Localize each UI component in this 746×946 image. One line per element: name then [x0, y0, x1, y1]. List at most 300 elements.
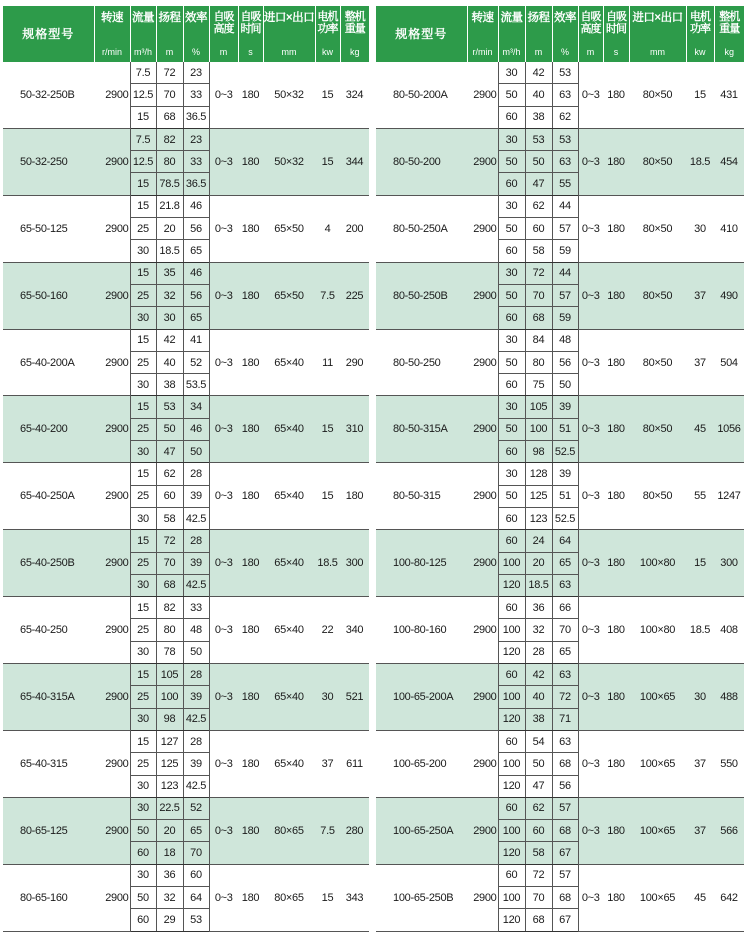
flow-cell: 30 [130, 441, 156, 463]
flow-cell: 30 [498, 329, 525, 351]
ports-cell: 80×65 [263, 797, 315, 864]
ports-cell: 65×40 [263, 664, 315, 731]
header-row [3, 6, 369, 62]
suction-height-cell: 0~3 [578, 797, 603, 864]
model-cell: 65-40-250B [3, 530, 94, 597]
prime-time-cell: 180 [238, 864, 263, 931]
efficiency-cell: 41 [183, 329, 209, 351]
efficiency-cell: 56 [183, 284, 209, 306]
col-speed-header: 转速 r/min [94, 6, 130, 62]
col-weight-header: 整机 重量 kg [340, 6, 369, 62]
table-row [3, 396, 369, 418]
efficiency-cell: 28 [183, 530, 209, 552]
flow-cell: 120 [498, 574, 525, 596]
suction-height-cell: 0~3 [578, 195, 603, 262]
flow-cell: 50 [498, 485, 525, 507]
speed-cell: 2900 [467, 195, 498, 262]
ports-cell: 65×40 [263, 597, 315, 664]
efficiency-cell: 65 [552, 641, 578, 663]
head-cell: 78.5 [156, 173, 183, 195]
flow-cell: 7.5 [130, 62, 156, 84]
ports-cell: 65×40 [263, 730, 315, 797]
efficiency-cell: 23 [183, 62, 209, 84]
efficiency-cell: 63 [552, 574, 578, 596]
weight-cell: 488 [714, 664, 744, 731]
flow-cell: 30 [498, 195, 525, 217]
speed-cell: 2900 [467, 128, 498, 195]
table-row [3, 530, 369, 552]
prime-time-cell: 180 [238, 730, 263, 797]
efficiency-cell: 62 [552, 106, 578, 128]
ports-cell: 80×50 [629, 62, 686, 128]
ports-cell: 65×50 [263, 262, 315, 329]
suction-height-cell: 0~3 [578, 463, 603, 530]
model-cell: 80-50-200A [376, 62, 467, 128]
head-cell: 18.5 [525, 574, 552, 596]
flow-cell: 30 [498, 62, 525, 84]
weight-cell: 324 [340, 62, 369, 128]
flow-cell: 15 [130, 262, 156, 284]
col-head-header: 扬程 m [525, 6, 552, 62]
table-row [3, 262, 369, 284]
right-pump-spec-table [376, 6, 744, 932]
model-cell: 80-50-250 [376, 329, 467, 396]
col-model-header: 规格型号 [3, 6, 94, 62]
efficiency-cell: 39 [552, 396, 578, 418]
table-row [376, 530, 744, 552]
model-cell: 100-65-250A [376, 797, 467, 864]
head-cell: 80 [156, 151, 183, 173]
weight-cell: 1247 [714, 463, 744, 530]
head-cell: 127 [156, 730, 183, 752]
efficiency-cell: 56 [552, 775, 578, 797]
efficiency-cell: 33 [183, 84, 209, 106]
head-cell: 40 [525, 686, 552, 708]
model-cell: 65-50-125 [3, 195, 94, 262]
head-cell: 54 [525, 730, 552, 752]
head-cell: 70 [156, 84, 183, 106]
efficiency-cell: 64 [552, 530, 578, 552]
power-cell: 37 [686, 797, 714, 864]
ports-cell: 65×40 [263, 463, 315, 530]
efficiency-cell: 63 [552, 664, 578, 686]
prime-time-cell: 180 [238, 530, 263, 597]
head-cell: 105 [525, 396, 552, 418]
head-cell: 80 [156, 619, 183, 641]
flow-cell: 25 [130, 485, 156, 507]
table-row [3, 62, 369, 84]
head-cell: 42 [525, 664, 552, 686]
power-cell: 37 [686, 329, 714, 396]
head-cell: 100 [525, 418, 552, 440]
head-cell: 125 [156, 753, 183, 775]
head-cell: 58 [156, 507, 183, 529]
efficiency-cell: 42.5 [183, 708, 209, 730]
suction-height-cell: 0~3 [578, 864, 603, 931]
head-cell: 47 [525, 775, 552, 797]
col-flow-header: 流量 m³/h [498, 6, 525, 62]
efficiency-cell: 46 [183, 262, 209, 284]
head-cell: 78 [156, 641, 183, 663]
efficiency-cell: 71 [552, 708, 578, 730]
power-cell: 30 [686, 664, 714, 731]
efficiency-cell: 48 [183, 619, 209, 641]
head-cell: 105 [156, 664, 183, 686]
flow-cell: 100 [498, 886, 525, 908]
power-cell: 45 [686, 396, 714, 463]
head-cell: 68 [156, 574, 183, 596]
model-cell: 65-40-250A [3, 463, 94, 530]
efficiency-cell: 56 [183, 218, 209, 240]
head-cell: 32 [156, 886, 183, 908]
efficiency-cell: 46 [183, 195, 209, 217]
flow-cell: 120 [498, 708, 525, 730]
suction-height-cell: 0~3 [578, 530, 603, 597]
head-cell: 62 [156, 463, 183, 485]
prime-time-cell: 180 [238, 396, 263, 463]
flow-cell: 50 [130, 886, 156, 908]
efficiency-cell: 63 [552, 151, 578, 173]
left-spec-panel [3, 6, 369, 932]
table-row [376, 396, 744, 418]
efficiency-cell: 59 [552, 307, 578, 329]
power-cell: 7.5 [315, 262, 340, 329]
ports-cell: 80×50 [629, 195, 686, 262]
efficiency-cell: 66 [552, 597, 578, 619]
left-pump-spec-table [3, 6, 369, 932]
head-cell: 72 [156, 530, 183, 552]
weight-cell: 340 [340, 597, 369, 664]
model-cell: 100-80-160 [376, 597, 467, 664]
table-row [3, 195, 369, 217]
power-cell: 18.5 [686, 128, 714, 195]
table-row [376, 797, 744, 819]
flow-cell: 60 [130, 842, 156, 864]
head-cell: 128 [525, 463, 552, 485]
power-cell: 4 [315, 195, 340, 262]
flow-cell: 15 [130, 106, 156, 128]
head-cell: 20 [525, 552, 552, 574]
power-cell: 18.5 [315, 530, 340, 597]
flow-cell: 60 [130, 909, 156, 931]
table-row [3, 128, 369, 150]
flow-cell: 60 [498, 441, 525, 463]
flow-cell: 30 [498, 463, 525, 485]
efficiency-cell: 50 [183, 641, 209, 663]
efficiency-cell: 23 [183, 128, 209, 150]
flow-cell: 60 [498, 507, 525, 529]
power-cell: 22 [315, 597, 340, 664]
head-cell: 62 [525, 797, 552, 819]
model-cell: 80-50-315A [376, 396, 467, 463]
speed-cell: 2900 [467, 62, 498, 128]
head-cell: 32 [525, 619, 552, 641]
efficiency-cell: 52.5 [552, 507, 578, 529]
speed-cell: 2900 [467, 463, 498, 530]
efficiency-cell: 63 [552, 730, 578, 752]
head-cell: 38 [156, 374, 183, 396]
efficiency-cell: 65 [552, 552, 578, 574]
prime-time-cell: 180 [603, 262, 629, 329]
head-cell: 35 [156, 262, 183, 284]
flow-cell: 60 [498, 864, 525, 886]
table-row [3, 329, 369, 351]
model-cell: 80-50-250B [376, 262, 467, 329]
efficiency-cell: 51 [552, 418, 578, 440]
table-row [3, 797, 369, 819]
flow-cell: 30 [130, 374, 156, 396]
prime-time-cell: 180 [603, 128, 629, 195]
ports-cell: 65×40 [263, 530, 315, 597]
power-cell: 37 [686, 262, 714, 329]
weight-cell: 225 [340, 262, 369, 329]
col-flow-header: 流量 m³/h [130, 6, 156, 62]
efficiency-cell: 55 [552, 173, 578, 195]
head-cell: 38 [525, 106, 552, 128]
prime-time-cell: 180 [238, 128, 263, 195]
weight-cell: 410 [714, 195, 744, 262]
head-cell: 70 [525, 284, 552, 306]
table-row [376, 664, 744, 686]
table-row [376, 62, 744, 84]
efficiency-cell: 36.5 [183, 173, 209, 195]
speed-cell: 2900 [94, 664, 130, 731]
table-row [376, 329, 744, 351]
efficiency-cell: 42.5 [183, 507, 209, 529]
col-power-header: 电机 功率 kw [315, 6, 340, 62]
suction-height-cell: 0~3 [209, 262, 238, 329]
col-prime-header: 自吸 时间 s [603, 6, 629, 62]
flow-cell: 120 [498, 641, 525, 663]
ports-cell: 80×50 [629, 396, 686, 463]
power-cell: 15 [315, 463, 340, 530]
speed-cell: 2900 [94, 730, 130, 797]
suction-height-cell: 0~3 [578, 62, 603, 128]
ports-cell: 100×65 [629, 797, 686, 864]
efficiency-cell: 50 [552, 374, 578, 396]
col-efficiency-header: 效率 % [183, 6, 209, 62]
head-cell: 47 [525, 173, 552, 195]
efficiency-cell: 65 [183, 307, 209, 329]
efficiency-cell: 67 [552, 842, 578, 864]
efficiency-cell: 57 [552, 797, 578, 819]
head-cell: 40 [156, 351, 183, 373]
suction-height-cell: 0~3 [209, 329, 238, 396]
col-power-header: 电机 功率 kw [686, 6, 714, 62]
header-row [376, 6, 744, 62]
efficiency-cell: 67 [552, 909, 578, 931]
col-prime-header: 自吸 时间 s [238, 6, 263, 62]
prime-time-cell: 180 [603, 195, 629, 262]
flow-cell: 15 [130, 597, 156, 619]
flow-cell: 30 [498, 396, 525, 418]
suction-height-cell: 0~3 [209, 128, 238, 195]
flow-cell: 12.5 [130, 84, 156, 106]
speed-cell: 2900 [467, 864, 498, 931]
efficiency-cell: 63 [552, 84, 578, 106]
head-cell: 98 [156, 708, 183, 730]
efficiency-cell: 57 [552, 284, 578, 306]
table-row [376, 262, 744, 284]
power-cell: 55 [686, 463, 714, 530]
model-cell: 65-40-200 [3, 396, 94, 463]
weight-cell: 550 [714, 730, 744, 797]
efficiency-cell: 39 [552, 463, 578, 485]
suction-height-cell: 0~3 [578, 262, 603, 329]
speed-cell: 2900 [94, 797, 130, 864]
model-cell: 80-50-250A [376, 195, 467, 262]
efficiency-cell: 28 [183, 664, 209, 686]
flow-cell: 60 [498, 106, 525, 128]
efficiency-cell: 72 [552, 686, 578, 708]
efficiency-cell: 42.5 [183, 775, 209, 797]
efficiency-cell: 33 [183, 151, 209, 173]
efficiency-cell: 39 [183, 753, 209, 775]
flow-cell: 7.5 [130, 128, 156, 150]
speed-cell: 2900 [467, 530, 498, 597]
head-cell: 50 [525, 151, 552, 173]
weight-cell: 200 [340, 195, 369, 262]
efficiency-cell: 44 [552, 195, 578, 217]
model-cell: 80-65-125 [3, 797, 94, 864]
flow-cell: 30 [130, 507, 156, 529]
flow-cell: 30 [498, 128, 525, 150]
table-row [3, 730, 369, 752]
head-cell: 24 [525, 530, 552, 552]
speed-cell: 2900 [94, 463, 130, 530]
suction-height-cell: 0~3 [578, 128, 603, 195]
prime-time-cell: 180 [238, 62, 263, 128]
power-cell: 7.5 [315, 797, 340, 864]
suction-height-cell: 0~3 [578, 664, 603, 731]
flow-cell: 100 [498, 686, 525, 708]
left-table-body [3, 62, 369, 931]
flow-cell: 60 [498, 797, 525, 819]
efficiency-cell: 68 [552, 820, 578, 842]
flow-cell: 60 [498, 597, 525, 619]
efficiency-cell: 68 [552, 886, 578, 908]
head-cell: 100 [156, 686, 183, 708]
flow-cell: 30 [130, 240, 156, 262]
flow-cell: 50 [498, 151, 525, 173]
model-cell: 65-40-315 [3, 730, 94, 797]
weight-cell: 1056 [714, 396, 744, 463]
model-cell: 65-50-160 [3, 262, 94, 329]
flow-cell: 50 [498, 351, 525, 373]
speed-cell: 2900 [94, 195, 130, 262]
head-cell: 40 [525, 84, 552, 106]
table-row [376, 195, 744, 217]
efficiency-cell: 57 [552, 218, 578, 240]
flow-cell: 25 [130, 418, 156, 440]
ports-cell: 65×40 [263, 329, 315, 396]
flow-cell: 120 [498, 842, 525, 864]
efficiency-cell: 56 [552, 351, 578, 373]
power-cell: 15 [686, 530, 714, 597]
head-cell: 47 [156, 441, 183, 463]
efficiency-cell: 57 [552, 864, 578, 886]
model-cell: 100-80-125 [376, 530, 467, 597]
model-cell: 80-50-315 [376, 463, 467, 530]
power-cell: 15 [315, 128, 340, 195]
suction-height-cell: 0~3 [209, 396, 238, 463]
efficiency-cell: 39 [183, 485, 209, 507]
efficiency-cell: 39 [183, 552, 209, 574]
efficiency-cell: 70 [183, 842, 209, 864]
flow-cell: 25 [130, 619, 156, 641]
flow-cell: 60 [498, 664, 525, 686]
suction-height-cell: 0~3 [209, 797, 238, 864]
flow-cell: 15 [130, 463, 156, 485]
efficiency-cell: 52 [183, 797, 209, 819]
suction-height-cell: 0~3 [578, 597, 603, 664]
efficiency-cell: 39 [183, 686, 209, 708]
flow-cell: 15 [130, 730, 156, 752]
model-cell: 50-32-250B [3, 62, 94, 128]
efficiency-cell: 65 [183, 240, 209, 262]
model-cell: 65-40-200A [3, 329, 94, 396]
model-cell: 100-65-200 [376, 730, 467, 797]
efficiency-cell: 50 [183, 441, 209, 463]
ports-cell: 50×32 [263, 128, 315, 195]
head-cell: 68 [156, 106, 183, 128]
head-cell: 58 [525, 842, 552, 864]
head-cell: 72 [525, 262, 552, 284]
prime-time-cell: 180 [238, 329, 263, 396]
power-cell: 37 [686, 730, 714, 797]
model-cell: 50-32-250 [3, 128, 94, 195]
head-cell: 53 [156, 396, 183, 418]
prime-time-cell: 180 [603, 396, 629, 463]
weight-cell: 504 [714, 329, 744, 396]
flow-cell: 15 [130, 530, 156, 552]
head-cell: 36 [525, 597, 552, 619]
weight-cell: 290 [340, 329, 369, 396]
flow-cell: 60 [498, 730, 525, 752]
suction-height-cell: 0~3 [209, 730, 238, 797]
head-cell: 28 [525, 641, 552, 663]
efficiency-cell: 51 [552, 485, 578, 507]
suction-height-cell: 0~3 [578, 329, 603, 396]
flow-cell: 60 [498, 530, 525, 552]
power-cell: 15 [686, 62, 714, 128]
flow-cell: 50 [498, 418, 525, 440]
flow-cell: 15 [130, 664, 156, 686]
power-cell: 45 [686, 864, 714, 931]
col-speed-header: 转速 r/min [467, 6, 498, 62]
weight-cell: 310 [340, 396, 369, 463]
head-cell: 22.5 [156, 797, 183, 819]
efficiency-cell: 48 [552, 329, 578, 351]
suction-height-cell: 0~3 [209, 463, 238, 530]
head-cell: 60 [156, 485, 183, 507]
ports-cell: 65×40 [263, 396, 315, 463]
efficiency-cell: 44 [552, 262, 578, 284]
head-cell: 82 [156, 597, 183, 619]
flow-cell: 30 [130, 641, 156, 663]
flow-cell: 100 [498, 820, 525, 842]
head-cell: 20 [156, 218, 183, 240]
efficiency-cell: 60 [183, 864, 209, 886]
efficiency-cell: 65 [183, 820, 209, 842]
suction-height-cell: 0~3 [209, 597, 238, 664]
col-suction-header: 自吸 高度 m [209, 6, 238, 62]
speed-cell: 2900 [94, 864, 130, 931]
speed-cell: 2900 [94, 597, 130, 664]
efficiency-cell: 53 [183, 909, 209, 931]
prime-time-cell: 180 [603, 864, 629, 931]
table-row [3, 864, 369, 886]
